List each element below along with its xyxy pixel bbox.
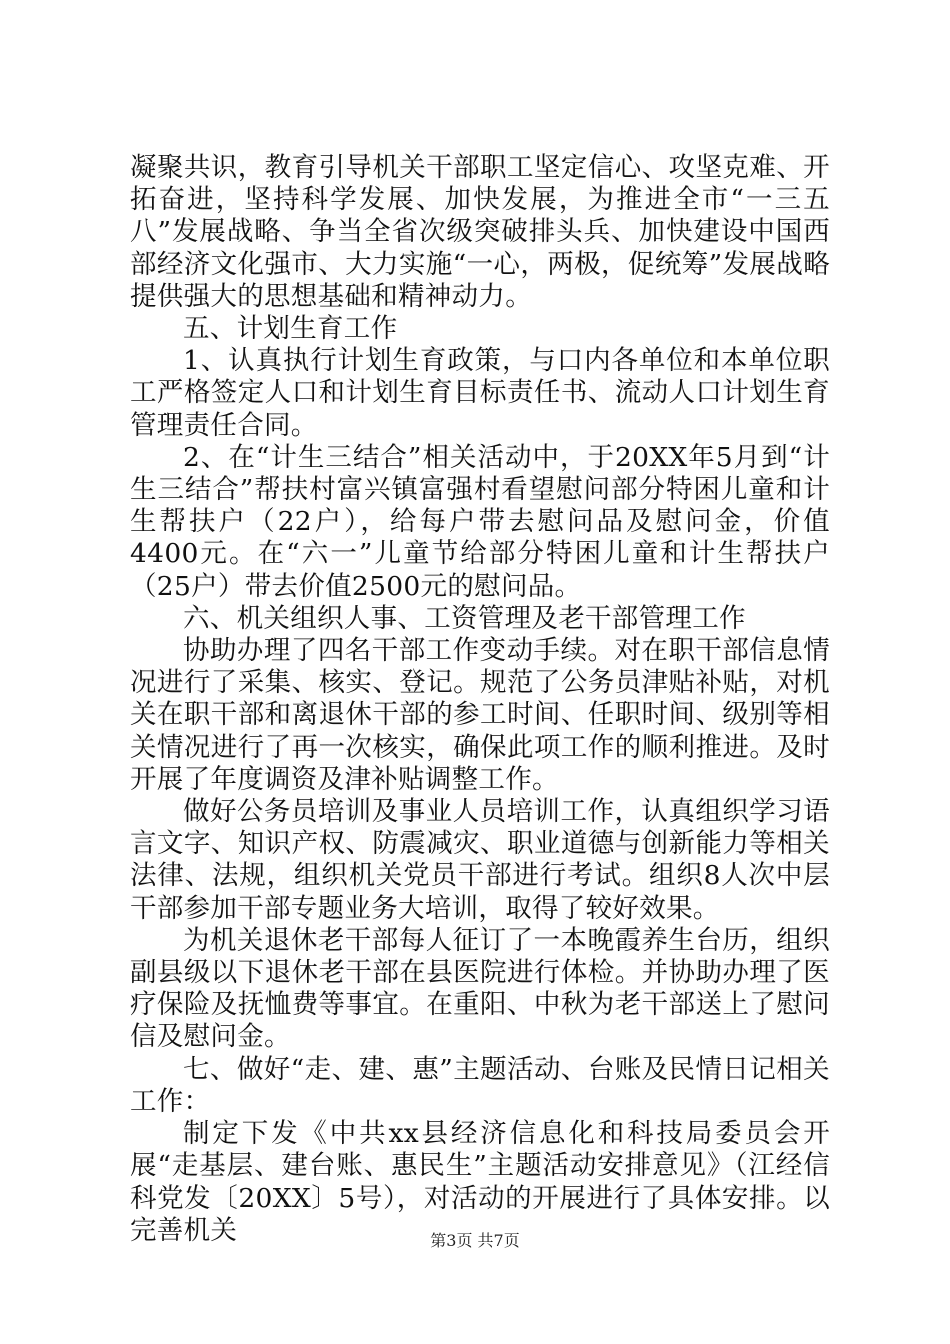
section-heading-campaign: 七、做好“走、建、惠”主题活动、台账及民情日记相关工作： — [130, 1053, 830, 1117]
paragraph-training: 做好公务员培训及事业人员培训工作，认真组织学习语言文字、知识产权、防震减灾、职业道德与创新能力等相关法律、法规，组织机关党员干部进行考试。组织8人次中层干部参加干部专题业务大培训，取得了较好效果。 — [130, 796, 830, 924]
paragraph-campaign: 制定下发《中共xx县经济信息化和科技局委员会开展“走基层、建台账、惠民生”主题活动安排意见》（江经信科党发〔20XX〕5号），对活动的开展进行了具体安排。以完善机关 — [130, 1118, 830, 1246]
paragraph-item-2: 2、在“计生三结合”相关活动中，于20XX年5月到“计生三结合”帮扶村富兴镇富强村看望慰问部分特困儿童和计生帮扶户（22户），给每户带去慰问品及慰问金，价值4400元。在“六一”儿童节给部分特困儿童和计生帮扶户（25户）带去价值2500元的慰问品。 — [130, 441, 830, 602]
paragraph-item-1: 1、认真执行计划生育政策，与口内各单位和本单位职工严格签定人口和计划生育目标责任书、流动人口计划生育管理责任合同。 — [130, 345, 830, 441]
paragraph-personnel-1: 协助办理了四名干部工作变动手续。对在职干部信息情况进行了采集、核实、登记。规范了公务员津贴补贴，对机关在职干部和离退休干部的参工时间、任职时间、级别等相关情况进行了再一次核实，确保此项工作的顺利推进。及时开展了年度调资及津补贴调整工作。 — [130, 635, 830, 795]
paragraph-retired-cadres: 为机关退休老干部每人征订了一本晚霞养生台历，组织副县级以下退休老干部在县医院进行体检。并协助办理了医疗保险及抚恤费等事宜。在重阳、中秋为老干部送上了慰问信及慰问金。 — [130, 924, 830, 1053]
paragraph-1: 凝聚共识，教育引导机关干部职工坚定信心、攻坚克难、开拓奋进，坚持科学发展、加快发展，为推进全市“一三五八”发展战略、争当全省次级突破排头兵、加快建设中国西部经济文化强市、大力实施“一心，两极，促统筹”发展战略提供强大的思想基础和精神动力。 — [130, 152, 830, 312]
section-heading-personnel: 六、机关组织人事、工资管理及老干部管理工作 — [183, 602, 746, 634]
page-number-footer: 第3页 共7页 — [430, 1231, 520, 1250]
section-heading-family-planning: 五、计划生育工作 — [183, 313, 398, 345]
document-body — [130, 152, 830, 1247]
